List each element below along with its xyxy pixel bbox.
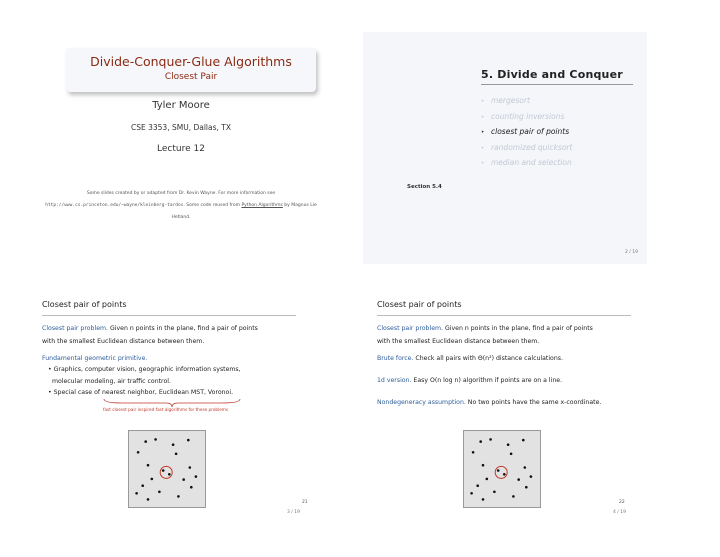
plot-point [177, 495, 180, 498]
credit-text [22, 188, 340, 224]
frame-divider [42, 315, 296, 316]
nondegeneracy-text: No two points have the same x-coordinate. [465, 399, 602, 406]
brute-force-text: Check all pairs with Θ(n²) distance calculations. [413, 355, 563, 362]
plot-point [144, 440, 147, 443]
plot-point [517, 478, 520, 481]
credit-book-link[interactable]: Python Algorithms [241, 203, 283, 208]
problem-statement [42, 322, 258, 348]
credit-url[interactable]: http://www.cs.princeton.edu/~wayne/kleinberg-tardos [45, 203, 184, 208]
problem-text: with the smallest Euclidean distance between them. [42, 338, 205, 345]
toc-bullet-icon: ‣ [481, 113, 485, 121]
plot-point [524, 466, 527, 469]
plot-point [175, 453, 178, 456]
nondegeneracy-keyword: Nondegeneracy assumption. [377, 399, 466, 406]
primitive-keyword: Fundamental geometric primitive. [42, 355, 148, 362]
page-number: 3 / 19 [287, 510, 300, 515]
credit-line-3: Hetland. [171, 215, 191, 220]
plot-point [525, 486, 528, 489]
toc-list [481, 94, 572, 172]
problem-statement [377, 322, 593, 348]
page-number: 4 / 19 [613, 510, 626, 515]
lecture-number: Lecture 12 [157, 144, 205, 154]
plot-point [512, 495, 515, 498]
affiliation: CSE 3353, SMU, Dallas, TX [131, 123, 231, 132]
application-list [48, 364, 241, 399]
slide-closest-pair-intro [22, 290, 340, 522]
toc-item-label: median and selection [491, 158, 572, 168]
list-item: • Special case of nearest neighbor, Euclidean MST, Voronoi. [48, 389, 234, 397]
plot-point [147, 464, 150, 467]
nondegeneracy-line [377, 396, 601, 409]
plot-point [135, 492, 138, 495]
brace-annotation: fast closest pair inspired fast algorithms for these problems [103, 407, 229, 412]
plot-point [137, 451, 140, 454]
closest-pair-highlight [495, 466, 507, 478]
toc-bullet-icon: ‣ [481, 129, 485, 137]
credit-line-1: Some slides created by or adapted from Dr. Kevin Wayne. For more information see [86, 191, 276, 196]
toc-bullet-icon: ‣ [481, 98, 485, 105]
plot-point [141, 484, 144, 487]
section-title: 5. Divide and Conquer [481, 68, 623, 81]
plot-point [470, 492, 473, 495]
plot-point [190, 486, 193, 489]
plot-point [158, 491, 161, 494]
author: Tyler Moore [152, 100, 210, 111]
deck-subtitle: Closest Pair [164, 72, 218, 82]
plot-point [489, 438, 492, 441]
toc-item-label: closest pair of points [491, 127, 570, 137]
list-item: • Graphics, computer vision, geographic information systems, [48, 366, 241, 373]
plot-point [172, 443, 175, 446]
plot-point [486, 478, 489, 481]
oned-keyword: 1d version. [377, 377, 412, 384]
problem-text: Given n points in the plane, find a pair of points [443, 325, 593, 332]
list-item: molecular modeling, air traffic control. [51, 377, 171, 385]
plot-point [482, 464, 485, 467]
brute-force-keyword: Brute force. [377, 355, 414, 362]
plot-point [503, 473, 506, 476]
oned-line [377, 374, 562, 387]
corner-number: 22 [619, 500, 625, 505]
plot-point [472, 451, 475, 454]
slide-section-overview [363, 32, 647, 264]
frame-divider [377, 315, 631, 316]
plot-point [187, 439, 190, 442]
plot-point [493, 491, 496, 494]
credit-line-2 [22, 200, 340, 212]
title-box [66, 48, 316, 92]
credit-by: by Magnus Lie [282, 203, 317, 208]
plot-point [195, 475, 198, 478]
toc-bullet-icon: ‣ [481, 144, 485, 152]
section-reference: Section 5.4 [407, 184, 442, 190]
toc-item[interactable] [481, 141, 572, 157]
toc-item[interactable] [481, 156, 572, 172]
toc-item-label: counting inversions [491, 111, 565, 121]
section-divider [481, 84, 633, 85]
plot-point [147, 498, 150, 501]
plot-point [476, 484, 479, 487]
plot-point [151, 478, 154, 481]
page-number: 2 / 19 [625, 250, 638, 255]
toc-bullet-icon: ‣ [481, 160, 485, 168]
oned-text: Easy O(n log n) algorithm if points are on a line. [411, 377, 563, 384]
problem-text: Given n points in the plane, find a pair of points [108, 325, 258, 332]
plot-point [482, 498, 485, 501]
plot-point [154, 438, 157, 441]
problem-text: with the smallest Euclidean distance between them. [377, 338, 540, 345]
plot-point [497, 469, 500, 472]
plot-point [189, 466, 192, 469]
problem-keyword: Closest pair problem. [377, 325, 443, 332]
plot-point [479, 440, 482, 443]
plot-point [168, 473, 171, 476]
problem-keyword: Closest pair problem. [42, 325, 108, 332]
credit-mid: . Some code reused from [183, 203, 242, 208]
plot-point [507, 443, 510, 446]
plot-point [182, 478, 185, 481]
points-plot [128, 430, 206, 508]
brute-force-line [377, 352, 563, 365]
slide-title [22, 32, 340, 264]
points-plot-svg [464, 431, 540, 507]
toc-item-active[interactable] [481, 125, 572, 141]
frame-title: Closest pair of points [377, 300, 462, 309]
deck-title: Divide-Conquer-Glue Algorithms [90, 54, 292, 69]
plot-point [510, 453, 513, 456]
toc-item[interactable] [481, 94, 572, 110]
corner-number: 21 [302, 500, 308, 505]
frame-title: Closest pair of points [42, 300, 127, 309]
closest-pair-highlight [160, 466, 172, 478]
plot-point [162, 469, 165, 472]
points-plot [463, 430, 541, 508]
points-plot-svg [129, 431, 205, 507]
plot-point [530, 475, 533, 478]
plot-point [522, 439, 525, 442]
toc-item-label: randomized quicksort [491, 142, 573, 152]
toc-item-label: mergesort [491, 96, 530, 105]
slide-closest-pair-bruteforce [363, 290, 647, 522]
toc-item[interactable] [481, 110, 572, 126]
